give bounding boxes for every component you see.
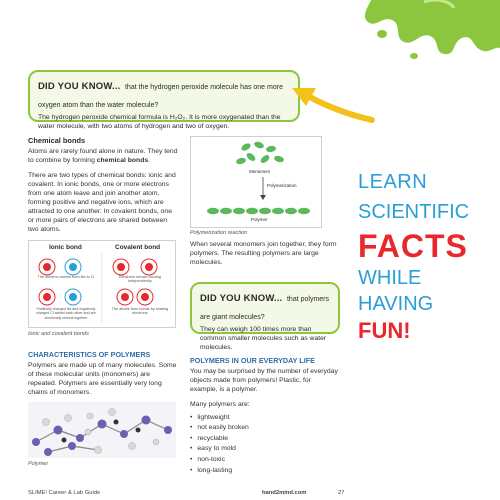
did-you-know-top-text: The hydrogen peroxide chemical formula is H₂O₂. It is more oxygenated than the water molecule, with two atoms of hydrogen and two of oxygen. xyxy=(38,114,281,130)
polymerization-label: Polymerization xyxy=(267,183,297,188)
characteristics-section xyxy=(28,350,178,404)
footer-site: hand2mind.com xyxy=(262,490,307,496)
characteristics-text: Polymers are made up of many molecules. Some of these molecular units (monomers) are repeated. Polymers are essentially very long chains of monomers. xyxy=(28,362,177,396)
covalent-bond-label: Covalent bond xyxy=(115,244,161,251)
promo-line-having: HAVING xyxy=(358,293,434,315)
list-item: • lightweight xyxy=(190,413,340,424)
covalent-note-2: The atoms form bonds by sharing electrons xyxy=(111,307,169,315)
polymerization-graphic xyxy=(191,137,321,227)
monomers-paragraph: When several monomers join together, they form polymers. The resulting polymers are large molecules. xyxy=(190,241,337,266)
ionic-bond-label: Ionic bond xyxy=(49,244,82,251)
promo-line-fun: FUN! xyxy=(358,318,411,343)
everyday-paragraph-1: You may be surprised by the number of everyday objects made from polymers! Plastic, for example, is a polymer. xyxy=(190,368,338,393)
slime-splash-graphic xyxy=(354,0,500,64)
did-you-know-mid-text: They can weigh 100 times more than common smaller molecules such as water molecules. xyxy=(200,326,327,351)
chemical-bonds-p1-end: . xyxy=(148,156,151,164)
chemical-bonds-p1-text: Atoms are rarely found alone in nature. They tend to combine by forming xyxy=(28,148,178,164)
polymer-properties-list xyxy=(190,413,340,476)
chemical-bonds-term: chemical bonds xyxy=(96,156,149,164)
polymerization-figure xyxy=(190,136,322,228)
bond-figure-caption: Ionic and covalent bonds xyxy=(28,331,89,337)
ionic-note-1: The electron moves from Na to Cl xyxy=(37,275,95,279)
promo-line-while: WHILE xyxy=(358,267,422,289)
chemical-bonds-paragraph-2: There are two types of chemical bonds: ionic and covalent. In ionic bonds, one or more electrons from one atom leave and join another atom, forming positive and negative ions, which are attracted to one another. In covalent bonds, one or more pairs of electrons are shared between two atoms. xyxy=(28,171,176,233)
promo-line-scientific: SCIENTIFIC xyxy=(358,201,470,223)
ionic-note-2: Positively charged Na and negatively charged Cl attract each other and are electrically neutral together xyxy=(36,307,96,320)
chemical-bonds-heading: Chemical bonds xyxy=(28,136,86,145)
polymerization-caption: Polymerization reaction xyxy=(190,230,248,236)
chemical-bonds-section xyxy=(28,136,178,241)
did-you-know-top-title: DID YOU KNOW... xyxy=(38,81,121,92)
everyday-heading: POLYMERS IN OUR EVERYDAY LIFE xyxy=(190,356,315,365)
yellow-arrow-icon xyxy=(286,84,376,124)
monomers-label: Monomers xyxy=(249,169,271,174)
characteristics-heading: CHARACTERISTICS OF POLYMERS xyxy=(28,350,151,359)
covalent-note-1: Electrons remain moving independently xyxy=(119,275,161,283)
promo-line-learn: LEARN xyxy=(358,171,428,193)
did-you-know-top-header xyxy=(38,76,290,112)
bond-figure xyxy=(28,240,176,328)
list-item: • not easily broken xyxy=(190,423,340,434)
everyday-paragraph-2: Many polymers are: xyxy=(190,400,250,408)
footer-guide-title: SLIME! Career & Lab Guide xyxy=(28,490,101,496)
did-you-know-mid-title: DID YOU KNOW... xyxy=(200,293,283,304)
did-you-know-top-box xyxy=(28,70,300,130)
list-item: • non-toxic xyxy=(190,455,340,466)
did-you-know-top-question: that the hydrogen peroxide molecule has one more oxygen atom than the water molecule? xyxy=(38,84,283,109)
promo-line-facts: FACTS xyxy=(358,228,468,264)
list-item: • long-lasting xyxy=(190,466,340,477)
chemical-bonds-paragraph-1 xyxy=(28,148,178,166)
list-item: • easy to mold xyxy=(190,444,340,455)
promo-text xyxy=(358,172,500,342)
did-you-know-mid-box xyxy=(190,282,340,351)
did-you-know-mid-question: that polymers are giant molecules? xyxy=(200,296,330,321)
footer-page-number: 27 xyxy=(338,490,345,496)
polymer-label: Polymer xyxy=(251,217,268,222)
polymer-image-caption: Polymer xyxy=(28,461,49,467)
everyday-section xyxy=(190,356,340,476)
polymer-molecule-image xyxy=(28,402,176,458)
list-item: • recyclable xyxy=(190,434,340,445)
